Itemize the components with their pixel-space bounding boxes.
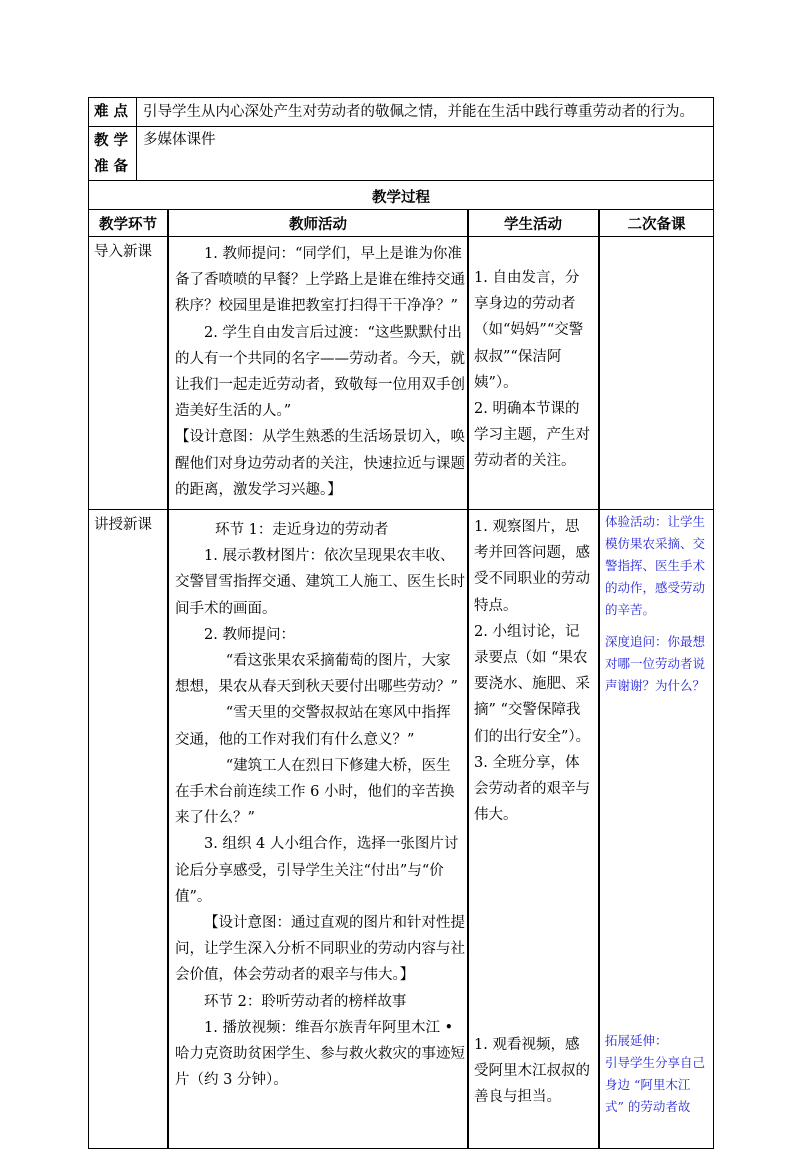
- teach-question2: “雪天里的交警叔叔站在寒风中指挥交通，他的工作对我们有什么意义？”: [175, 705, 451, 748]
- intro-design-intent: 【设计意图：从学生熟悉的生活场景切入，唤醒他们对身边劳动者的关注，快速拉近与课题的距离，激发学习兴趣。】: [175, 429, 465, 498]
- teach-student-activity-a: [474, 514, 592, 828]
- column-divider-2: [467, 209, 469, 1149]
- intro-student-step2: 2. 明确本节课的学习主题，产生对劳动者的关注。: [474, 401, 590, 470]
- difficulty-text: 引导学生从内心深处产生对劳动者的敬佩之情，并能在生活中践行尊重劳动者的行为。: [143, 104, 694, 120]
- intro-teacher-activity: [175, 241, 465, 503]
- column-divider-3: [598, 209, 600, 1149]
- teach-section2-title: 环节 2：聆听劳动者的榜样故事: [204, 993, 407, 1010]
- teach-design-intent: 【设计意图：通过直观的图片和针对性提问，让学生深入分析不同职业的劳动内容与社会价值，体会劳动者的艰辛与伟大。】: [175, 915, 465, 984]
- teach-video-step: 1. 播放视频：维吾尔族青年阿里木江 • 哈力克资助贫困学生、参与救火救灾的事迹短片（约 3 分钟）。: [175, 1019, 465, 1089]
- teach-step2: 2. 教师提问：: [204, 626, 295, 643]
- column-divider-1: [167, 209, 169, 1149]
- teach-student-video: 1. 观看视频，感受阿里木江叔叔的善良与担当。: [474, 1037, 590, 1106]
- teach-stage: 讲授新课: [94, 517, 152, 533]
- teach-step3: 3. 组织 4 人小组合作，选择一张图片讨论后分享感受，引导学生关注“付出”与“价值”。: [175, 836, 459, 905]
- prep-label-line1: 教 学: [94, 132, 129, 149]
- teach-student-step3: 3. 全班分享，体会劳动者的艰辛与伟大。: [474, 754, 590, 824]
- difficulty-label: 难 点: [94, 103, 129, 120]
- revision-note-experience: 体验活动：让学生模仿果农采摘、交警指挥、医生手术的动作，感受劳动的辛苦。: [605, 514, 706, 617]
- teach-student-step1: 1. 观察图片，思考并回答问题，感受不同职业的劳动特点。: [474, 519, 590, 614]
- teach-question3: “建筑工人在烈日下修建大桥，医生在手术台前连续工作 6 小时，他们的辛苦换来了什么？”: [175, 757, 455, 827]
- header-student: 学生活动: [504, 216, 562, 233]
- prep-text: 多媒体课件: [143, 132, 216, 148]
- teach-student-step2: 2. 小组讨论，记录要点（如 “果农要浇水、施肥、采摘” “交警保障我们的出行安全”）。: [474, 623, 591, 745]
- teach-step1: 1. 展示教材图片：依次呈现果农丰收、交警冒雪指挥交通、建筑工人施工、医生长时间手术的画面。: [175, 548, 465, 617]
- process-title: 教学过程: [372, 189, 430, 206]
- teach-student-activity-b: [474, 1032, 592, 1111]
- header-stage: 教学环节: [99, 216, 157, 233]
- intro-stage: 导入新课: [94, 244, 152, 260]
- header-revision: 二次备课: [627, 216, 686, 233]
- intro-student-step1: 1. 自由发言，分享身边的劳动者（如“妈妈”“交警叔叔”“保洁阿姨”）。: [474, 270, 584, 391]
- teach-revision-notes-b: [605, 1030, 707, 1118]
- revision-note-deep-question: 深度追问：你最想对哪一位劳动者说声谢谢？为什么？: [605, 634, 706, 693]
- intro-teacher-step1: 1. 教师提问：“同学们，早上是谁为你准备了香喷喷的早餐？上学路上是谁在维持交通秩序？校园里是谁把教室打扫得干干净净？”: [175, 246, 465, 315]
- header-teacher: 教师活动: [289, 216, 347, 233]
- revision-note-extension-title: 拓展延伸：: [605, 1033, 668, 1048]
- teach-section1-title: 环节 1：走近身边的劳动者: [215, 522, 389, 538]
- teach-revision-notes-a: [605, 511, 707, 707]
- prep-label-line2: 准 备: [94, 158, 129, 175]
- teach-question1: “看这张果农采摘葡萄的图片，大家想想，果农从春天到秋天要付出哪些劳动？”: [175, 653, 458, 696]
- intro-student-activity: [474, 265, 592, 475]
- teach-teacher-activity: [175, 517, 465, 1093]
- intro-teacher-step2: 2. 学生自由发言后过渡：“这些默默付出的人有一个共同的名字——劳动者。今天，就让我们一起走近劳动者，致敬每一位用双手创造美好生活的人。”: [175, 324, 465, 420]
- revision-note-extension-text: 引导学生分享自己身边 “阿里木江式” 的劳动者故: [605, 1055, 706, 1114]
